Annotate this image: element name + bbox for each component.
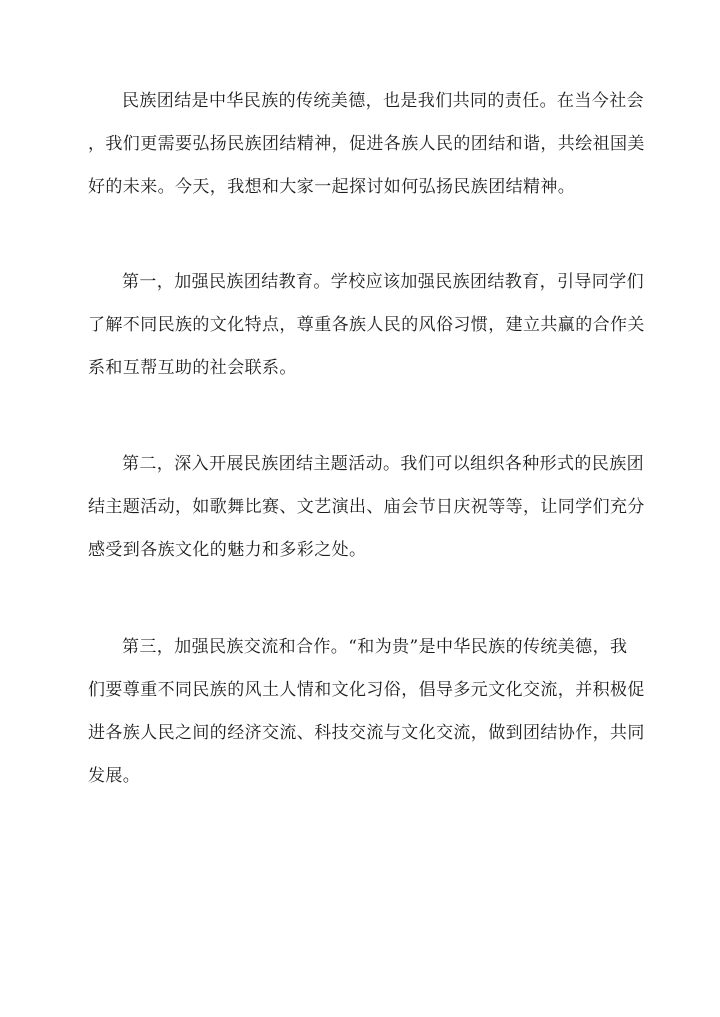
paragraph-line: 好的未来。今天，我想和大家一起探讨如何弘扬民族团结精神。: [88, 177, 576, 197]
paragraph-line: 第三，加强民族交流和合作。“和为贵”是中华民族的传统美德，我: [122, 637, 628, 657]
paragraph-line: 感受到各族文化的魅力和多彩之处。: [88, 540, 367, 560]
paragraph-first-point: [88, 261, 645, 390]
paragraph-intro: [88, 80, 645, 209]
paragraph-line: 进各族人民之间的经济交流、科技交流与文化交流，做到团结协作，共同: [88, 723, 645, 743]
paragraph-line: 发展。: [88, 766, 141, 786]
paragraph-line: 们要尊重不同民族的风土人情和文化习俗，倡导多元文化交流，并积极促: [88, 680, 645, 700]
paragraph-line: ，我们更需要弘扬民族团结精神，促进各族人民的团结和谐，共绘祖国美: [88, 134, 645, 154]
paragraph-second-point: [88, 443, 645, 572]
paragraph-line: 结主题活动，如歌舞比赛、文艺演出、庙会节日庆祝等等，让同学们充分: [88, 497, 645, 517]
paragraph-line: 了解不同民族的文化特点，尊重各族人民的风俗习惯，建立共赢的合作关: [88, 315, 645, 335]
paragraph-third-point: [88, 626, 645, 798]
paragraph-line: 第二，深入开展民族团结主题活动。我们可以组织各种形式的民族团: [122, 454, 644, 474]
paragraph-line: 民族团结是中华民族的传统美德，也是我们共同的责任。在当今社会: [122, 91, 644, 111]
paragraph-line: 系和互帮互助的社会联系。: [88, 358, 297, 378]
paragraph-line: 第一，加强民族团结教育。学校应该加强民族团结教育，引导同学们: [122, 272, 644, 292]
